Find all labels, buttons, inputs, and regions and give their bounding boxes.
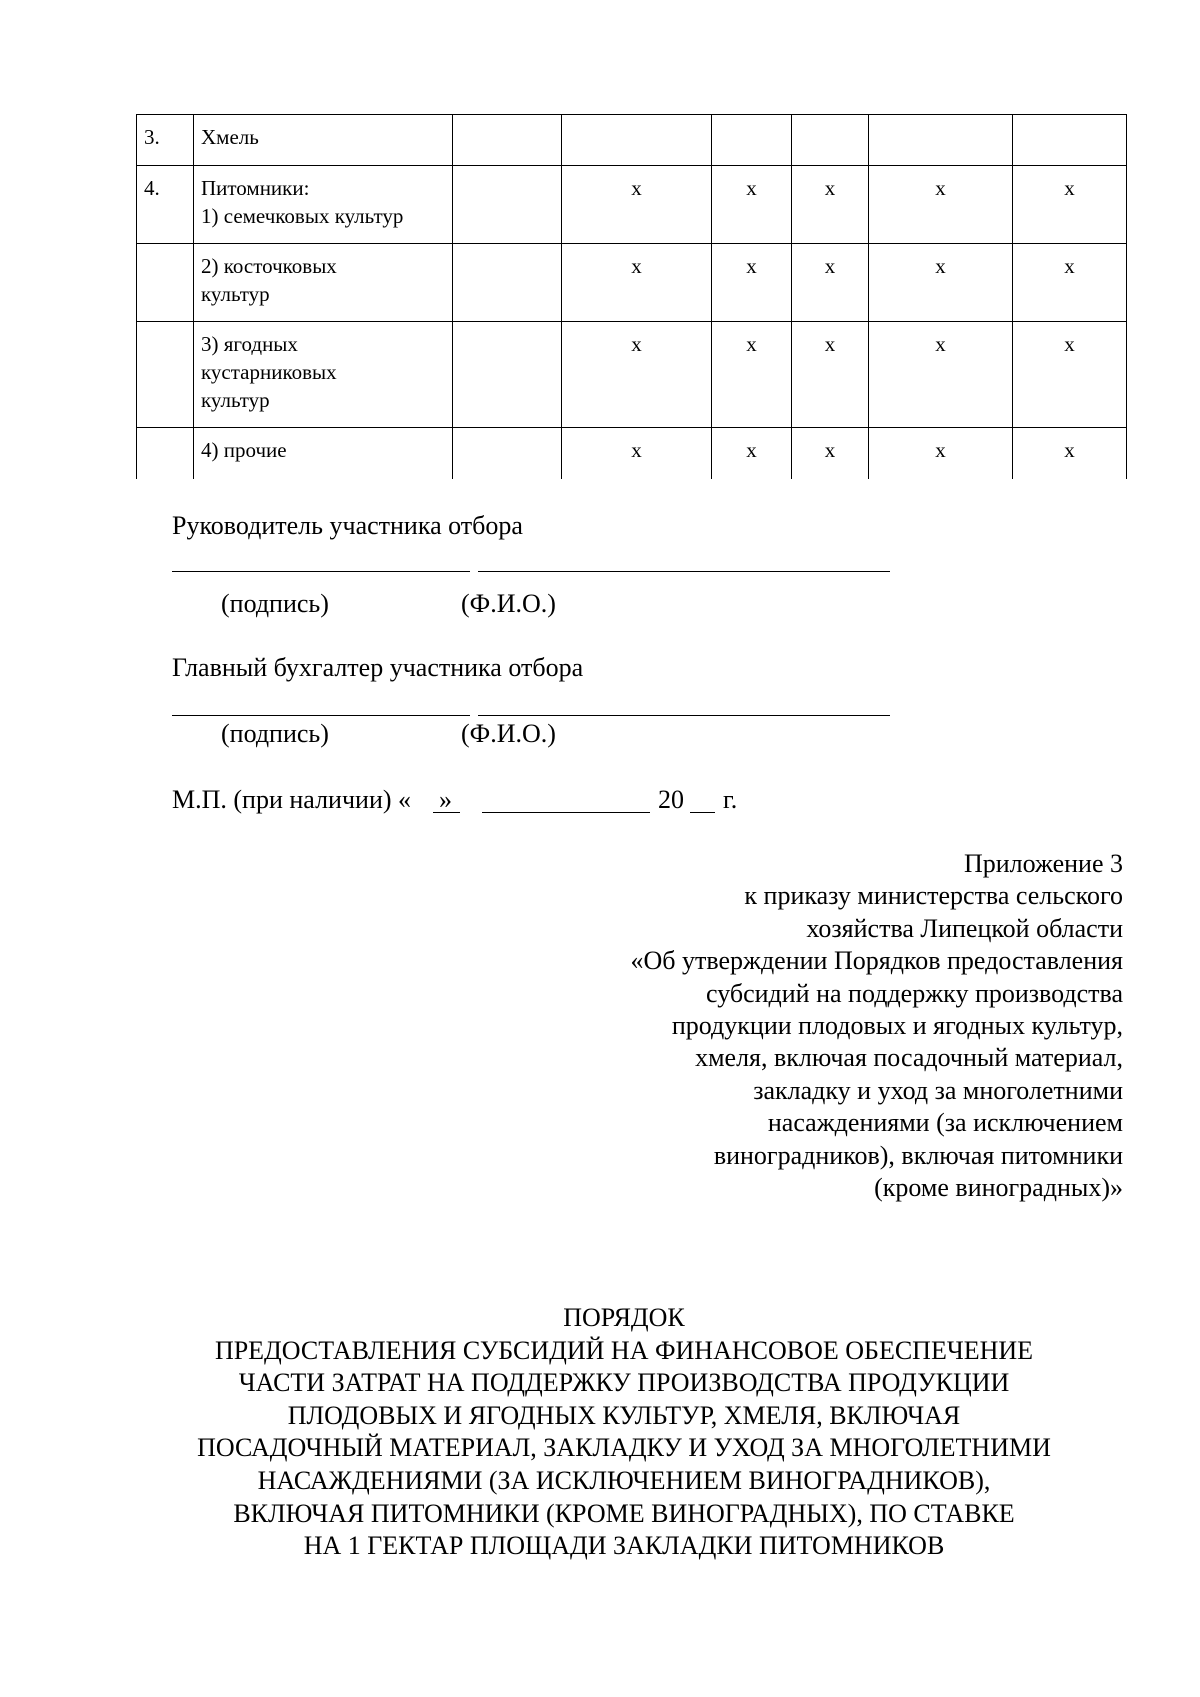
stamp-year: 20 [658, 785, 684, 814]
crop-name-line: 3) ягодных [201, 332, 298, 356]
head-name-line[interactable] [478, 571, 890, 572]
value-cell: x [1013, 166, 1127, 244]
stamp-line [172, 784, 452, 816]
title-line: ВКЛЮЧАЯ ПИТОМНИКИ (КРОМЕ ВИНОГРАДНЫХ), ПО СТАВКЕ [233, 1498, 1015, 1528]
value-cell [453, 166, 562, 244]
value-cell [712, 115, 792, 166]
stamp-month-blank[interactable] [482, 812, 650, 813]
value-cell: x [869, 428, 1013, 479]
crop-name-cell [194, 322, 453, 428]
stamp-prefix: М.П. (при наличии) « [172, 785, 412, 814]
value-cell: x [869, 322, 1013, 428]
value-cell: x [562, 322, 712, 428]
value-cell: x [1013, 244, 1127, 322]
value-cell: x [792, 428, 869, 479]
appendix-line: закладку и уход за многолетними [753, 1075, 1123, 1105]
value-cell [453, 115, 562, 166]
crop-name-cell [194, 115, 453, 166]
value-cell [453, 322, 562, 428]
value-cell: x [562, 166, 712, 244]
crops-table [136, 114, 1127, 479]
table-row [137, 166, 1127, 244]
title-line: ЧАСТИ ЗАТРАТ НА ПОДДЕРЖКУ ПРОИЗВОДСТВА ПРОДУКЦИИ [238, 1368, 1010, 1398]
stamp-quote-close: » [439, 785, 453, 814]
appendix-line: «Об утверждении Порядков предоставления [630, 946, 1123, 976]
value-cell: x [869, 244, 1013, 322]
head-signature-line[interactable] [172, 571, 470, 572]
stamp-day-blank[interactable] [433, 812, 460, 813]
value-cell [869, 115, 1013, 166]
stamp-year-blank[interactable] [690, 812, 715, 813]
head-label: Руководитель участника отбора [172, 511, 523, 540]
table-row [137, 428, 1127, 479]
title-line: ПЛОДОВЫХ И ЯГОДНЫХ КУЛЬТУР, ХМЕЛЯ, ВКЛЮЧАЯ [287, 1400, 961, 1430]
appendix-line: хозяйства Липецкой области [806, 913, 1123, 943]
crop-name-line: 1) семечковых культур [201, 204, 404, 228]
title-line: ПРЕДОСТАВЛЕНИЯ СУБСИДИЙ НА ФИНАНСОВОЕ ОБЕСПЕЧЕНИЕ [214, 1335, 1034, 1365]
crop-name-line: 4) прочие [201, 438, 287, 462]
value-cell [453, 244, 562, 322]
value-cell: x [712, 166, 792, 244]
appendix-line: к приказу министерства сельского [744, 881, 1123, 911]
head-signature-caption: (подпись) [221, 589, 329, 618]
crop-name-cell [194, 166, 453, 244]
value-cell [1013, 115, 1127, 166]
row-number-cell [137, 244, 194, 322]
row-number-cell [137, 428, 194, 479]
value-cell: x [792, 166, 869, 244]
title-line: ПОРЯДОК [563, 1303, 685, 1332]
title-line: ПОСАДОЧНЫЙ МАТЕРИАЛ, ЗАКЛАДКУ И УХОД ЗА МНОГОЛЕТНИМИ [197, 1433, 1051, 1463]
value-cell: x [792, 244, 869, 322]
value-cell [562, 115, 712, 166]
appendix-line: (кроме виноградных)» [874, 1173, 1123, 1203]
crop-name-line: Питомники: [201, 176, 310, 200]
crop-name-line: Хмель [201, 125, 259, 149]
crop-name-cell [194, 428, 453, 479]
value-cell: x [1013, 322, 1127, 428]
value-cell: x [712, 244, 792, 322]
value-cell: x [1013, 428, 1127, 479]
table-row [137, 244, 1127, 322]
value-cell: x [792, 322, 869, 428]
row-number-cell [137, 322, 194, 428]
table-row [137, 322, 1127, 428]
accountant-signature-line[interactable] [172, 715, 470, 716]
stamp-year-suffix: г. [723, 785, 738, 814]
value-cell: x [712, 428, 792, 479]
accountant-name-line[interactable] [478, 715, 890, 716]
value-cell: x [562, 244, 712, 322]
title-line: НА 1 ГЕКТАР ПЛОЩАДИ ЗАКЛАДКИ ПИТОМНИКОВ [303, 1531, 945, 1561]
appendix-reference [503, 848, 1123, 1204]
value-cell [453, 428, 562, 479]
value-cell: x [869, 166, 1013, 244]
crop-name-line: культур [201, 282, 270, 306]
accountant-name-caption: (Ф.И.О.) [461, 719, 556, 748]
value-cell: x [562, 428, 712, 479]
head-name-caption: (Ф.И.О.) [461, 589, 556, 618]
appendix-line: насаждениями (за исключением [767, 1108, 1123, 1138]
table-row [137, 115, 1127, 166]
appendix-line: хмеля, включая посадочный материал, [695, 1043, 1123, 1073]
value-cell: x [712, 322, 792, 428]
crop-name-line: культур [201, 388, 270, 412]
appendix-line: Приложение 3 [963, 849, 1123, 878]
crop-name-cell [194, 244, 453, 322]
appendix-line: продукции плодовых и ягодных культур, [671, 1011, 1123, 1041]
crop-name-line: кустарниковых [201, 360, 337, 384]
appendix-line: виноградников), включая питомники [713, 1140, 1123, 1170]
accountant-signature-caption: (подпись) [221, 719, 329, 748]
row-number-cell: 3. [137, 115, 194, 166]
document-title [136, 1302, 1112, 1563]
accountant-label: Главный бухгалтер участника отбора [172, 653, 584, 682]
appendix-line: субсидий на поддержку производства [706, 978, 1123, 1008]
row-number-cell: 4. [137, 166, 194, 244]
crop-name-line: 2) косточковых [201, 254, 337, 278]
value-cell [792, 115, 869, 166]
title-line: НАСАЖДЕНИЯМИ (ЗА ИСКЛЮЧЕНИЕМ ВИНОГРАДНИКОВ), [257, 1465, 991, 1495]
